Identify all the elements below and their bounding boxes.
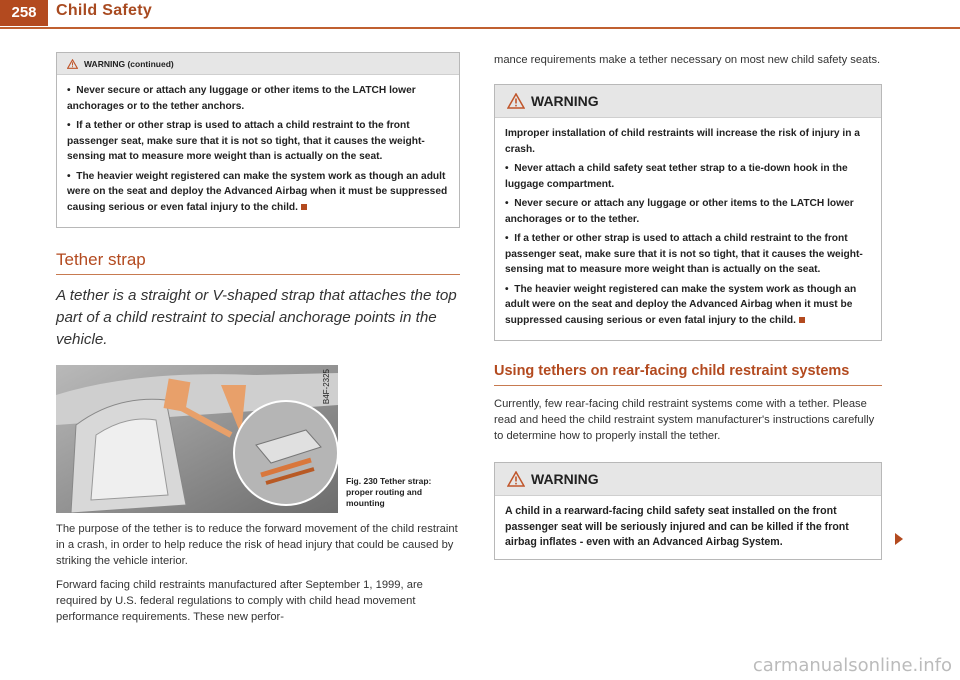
right-column	[494, 52, 882, 560]
bullet-item: • The heavier weight registered can make the system work as though an adult were on the seat and deploy the Advanced Airbag when it must be suppressed causing serious or even fatal injury to the child.	[505, 283, 857, 326]
figure-code: B4F-2325	[322, 369, 331, 405]
watermark: carmanualsonline.info	[752, 655, 952, 676]
page-title: Child Safety	[56, 2, 153, 19]
bullet-item: • If a tether or other strap is used to attach a child restraint to the front passenger seat, make sure that it is not so tight, that it causes the weight-sensing mat to measure more weight than is actually on the seat.	[505, 233, 863, 275]
paragraph: Currently, few rear-facing child restraint systems come with a tether. Please read and heed the child restraint system manufacturer's instructions carefully to determine how to properly install the tether.	[494, 398, 875, 442]
end-marker-icon	[301, 204, 307, 210]
warning-triangle-icon	[507, 93, 525, 109]
continued-paragraph: mance requirements make a tether necessary on most new child safety seats.	[494, 54, 881, 66]
section-title-rear-facing: Using tethers on rear-facing child restraint systems	[494, 361, 882, 386]
bullet-item: • Never attach a child safety seat tether strap to a tie-down hook in the luggage compartment.	[505, 163, 848, 190]
warning-continued-box	[56, 52, 460, 228]
header-rule	[0, 27, 960, 29]
bullet-item: • Never secure or attach any luggage or other items to the LATCH lower anchorages or to the tether.	[505, 198, 854, 225]
bullet-item: • Never secure or attach any luggage or other items to the LATCH lower anchorages or to the tether anchors.	[67, 85, 416, 112]
bullet-item: • The heavier weight registered can make the system work as though an adult were on the seat and deploy the Advanced Airbag when it must be suppressed causing serious or even fatal injury to the child.	[67, 170, 448, 213]
warning-body-2: A child in a rearward-facing child safety seat installed on the front passenger seat will be seriously injured and can be killed if the front airbag inflates - even with an Advanced Airbag System.	[505, 505, 849, 548]
warning-heading-1: WARNING	[531, 93, 599, 109]
page-number: 258	[0, 0, 48, 26]
warning-continued-heading: WARNING (continued)	[84, 59, 174, 69]
paragraph: Forward facing child restraints manufactured after September 1, 1999, are required by U.S. federal regulations to comply with child head movement performance requirements. These new perfor-	[56, 579, 423, 623]
continue-arrow-icon	[895, 533, 903, 545]
warning-header-1	[495, 85, 881, 118]
warning-heading-2: WARNING	[531, 471, 599, 487]
warning-header-2	[495, 463, 881, 496]
warning-box-2	[494, 462, 882, 560]
warning-body-1	[495, 118, 881, 340]
bullet-item: • If a tether or other strap is used to attach a child restraint to the front passenger seat, make sure that it is not so tight, that it causes the weight-sensing mat to measure more weight than is actually on the seat.	[67, 120, 425, 162]
figure-caption: Fig. 230 Tether strap: proper routing and mounting	[346, 476, 432, 508]
child-seat-illustration	[56, 365, 338, 513]
warning-triangle-icon	[507, 471, 525, 487]
tether-strap-photo	[56, 365, 338, 513]
figure-230	[56, 365, 460, 513]
warning-continued-body	[57, 75, 459, 227]
warning-box-1	[494, 84, 882, 341]
left-column	[56, 52, 460, 625]
end-marker-icon	[799, 317, 805, 323]
warning-continued-header	[57, 53, 459, 75]
section-intro: A tether is a straight or V-shaped strap that attaches the top part of a child restraint to special anchorage points in the vehicle.	[56, 287, 457, 348]
warning-lead: Improper installation of child restraints will increase the risk of injury in a crash.	[505, 128, 860, 155]
section-title-tether-strap: Tether strap	[56, 250, 460, 275]
warning-triangle-icon	[67, 59, 78, 69]
paragraph: The purpose of the tether is to reduce the forward movement of the child restraint in a crash, in order to help reduce the risk of head injury that could be caused by striking the vehicle interior.	[56, 523, 458, 567]
